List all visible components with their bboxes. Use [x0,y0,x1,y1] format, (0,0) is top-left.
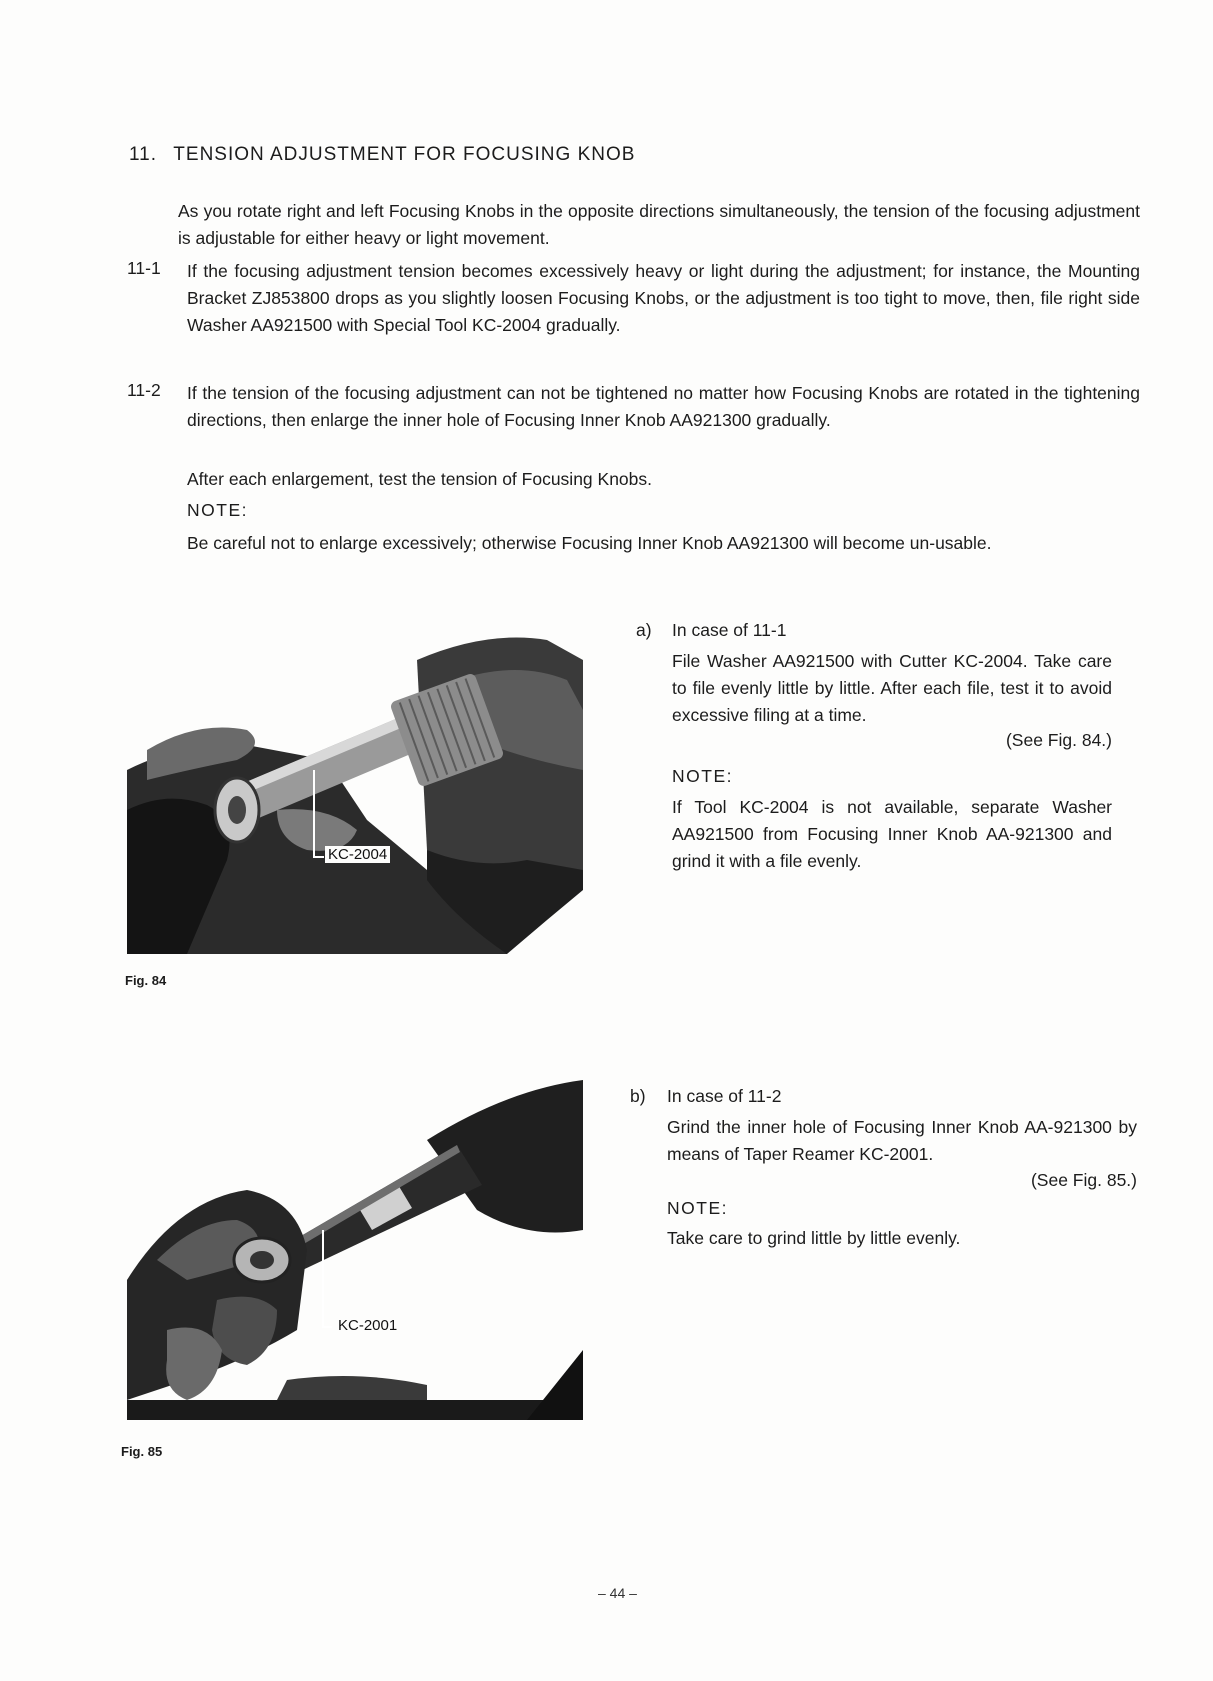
case-a-text: File Washer AA921500 with Cutter KC-2004. Take care to file evenly little by little. After each file, test it to avoid excessive filing at a time. [672,651,1112,725]
item-number-11-2: 11-2 [127,380,161,400]
item-text-11-1: If the focusing adjustment tension becomes excessively heavy or light during the adjustment; for instance, the Mounting Bracket ZJ853800 drops as you slightly loosen Focusing Knobs, or the adjustment is too tight to move, then, file right side Washer AA921500 with Special Tool KC-2004 gradually. [187,261,1140,335]
item-followup-11-2: After each enlargement, test the tension of Focusing Knobs. [187,469,652,489]
case-b-marker: b) [630,1086,646,1106]
page-number: – 44 – [598,1585,637,1601]
callout-kc-2001: KC-2001 [335,1317,400,1334]
case-b-note-text: Take care to grind little by little evenly. [667,1228,961,1248]
case-b-title: In case of 11-2 [667,1086,782,1106]
case-a-note-label: NOTE: [672,766,733,786]
figure-84-photo [127,620,583,954]
case-b-note-label: NOTE: [667,1198,728,1218]
case-b-reference: (See Fig. 85.) [1030,1170,1137,1190]
figure-85-illustration [127,1080,583,1420]
note-label: NOTE: [187,500,248,520]
case-a-marker: a) [636,620,652,640]
case-a-title: In case of 11-1 [672,620,787,640]
figure-85-photo [127,1080,583,1420]
case-b-text: Grind the inner hole of Focusing Inner Knob AA-921300 by means of Taper Reamer KC-2001. [667,1117,1137,1164]
case-a-reference: (See Fig. 84.) [1005,730,1112,750]
section-heading [129,144,635,166]
intro-paragraph: As you rotate right and left Focusing Knobs in the opposite directions simultaneously, the tension of the focusing adjustment is adjustable for either heavy or light movement. [178,201,1140,248]
figure-85-caption: Fig. 85 [121,1444,163,1459]
figure-84-illustration [127,620,583,954]
case-a-note-text: If Tool KC-2004 is not available, separate Washer AA921500 from Focusing Inner Knob AA-921300 and grind it with a file evenly. [672,797,1112,871]
section-number: 11. [129,144,158,165]
note-text: Be careful not to enlarge excessively; otherwise Focusing Inner Knob AA921300 will become un-usable. [187,533,992,553]
section-title: TENSION ADJUSTMENT FOR FOCUSING KNOB [173,144,636,165]
item-number-11-1: 11-1 [127,258,161,278]
figure-84-caption: Fig. 84 [125,973,167,988]
item-text-11-2: If the tension of the focusing adjustment can not be tightened no matter how Focusing Knobs are rotated in the tightening directions, then enlarge the inner hole of Focusing Inner Knob AA921300 gradually. [187,383,1140,430]
callout-kc-2004: KC-2004 [325,846,390,863]
